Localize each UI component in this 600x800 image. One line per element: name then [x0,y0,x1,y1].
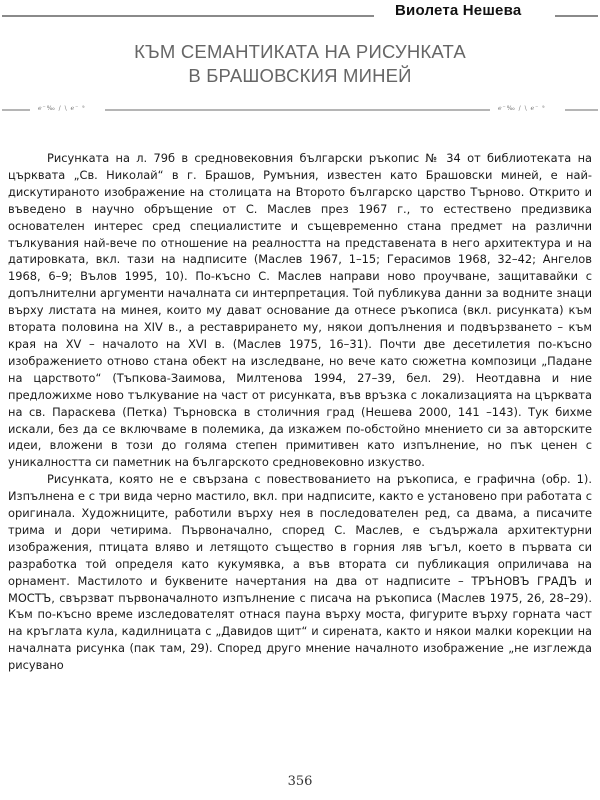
author-name: Виолета Нешева [395,2,522,19]
divider-segment [2,109,30,111]
header-rule-right [555,15,598,17]
divider-ornament-icon: ℯ⁻‰ / \ ℯ⁻ ⁹ [38,105,86,112]
header-rule-left [2,15,374,17]
divider-segment [105,109,490,111]
title-divider [0,107,600,113]
paragraph: Рисунката на л. 79б в средновековния български ръкопис № 34 от библиотеката на църквата „Св. Николай“ в г. Брашов, Румъния, известен като Брашовски миней, е най-дискутираното изображение на столицата на Второто българско царство Търново. Открито и въведено в научно обръщение от С. Маслев през 1967 г., то естествено предизвика основателен интерес сред специалистите и същевременно стана предмет на различни тълкувания най-вече по отношение на реалността на представената в него архитектура и на датировката, вкл. тази на надписите (Маслев 1967, 1–15; Герасимов 1968, 32–42; Ангелов 1968, 6–9; Вълов 1995, 10). По-късно С. Маслев направи ново проучване, защитавайки с допълнителни аргументи началната си интерпретация. Той публикува данни за водните знаци върху листата на минея, които му дават основание да отнесе ръкописа (вкл. рисунката) към втората половина на XIV в., а реставрирането му, някои допълнения и подвързването – към края на XV – началото на XVI в. (Маслев 1975, 16–31). Почти две десетилетия по-късно изображението отново стана обект на изследване, но вече като сюжетна композици „Падане на царството“ (Тъпкова-Заимова, Милтенова 1994, 27–39, бел. 29). Неотдавна и ние предложихме ново тълкувание на част от рисунката, във връзка с локализацията на църквата на св. Параскева (Петка) Търновска в столичния град (Нешева 2000, 141 –143). Тук бихме искали, без да се включваме в полемика, да изкажем по-обстойно мнението си за авторските идеи, вложени в този до голяма степен примитивен като изпълнение, но пък ценен с уникалността си паметник на българското средновековно изкуство. [8,151,592,470]
article-body [8,150,592,674]
article-title [0,40,600,88]
running-head [0,0,600,26]
divider-ornament-icon: ℯ⁻‰ / \ ℯ⁻ ⁹ [498,105,546,112]
title-line-1: КЪМ СЕМАНТИКАТА НА РИСУНКАТА [134,41,466,62]
divider-segment [565,109,598,111]
page-number: 356 [287,774,313,789]
title-line-2: В БРАШОВСКИЯ МИНЕЙ [188,65,412,86]
paragraph: Рисунката, която не е свързана с повествованието на ръкописа, е графична (обр. 1). Изпълнена е с три вида черно мастило, вкл. при надписите, както е установено при работата с оригинала. Художниците, работили върху нея в последователен ред, са двама, а писачите трима и дори четирима. Първоначално, според С. Маслев, е съдържала архитектурни изображения, птицата вляво и летящото същество в горния ляв ъгъл, което в първата си разработка той определя като кукумявка, а във втората си публикация оприличава на орнамент. Мастилото и буквените начертания на два от надписите – ТРЪНОВЪ ГРАДЪ и МОСТЪ, свързват първоначалното изпълнение с писача на ръкописа (Маслев 1975, 26, 28–29). Към по-късно време изследователят отнася пауна върху моста, фигурите върху горната част на кръглата кула, кадилницата с „Давидов щит“ и сирената, както и някои малки корекции на началната рисунка (пак там, 29). Според друго мнение началното изображение „не изглежда рисувано [8,472,592,673]
